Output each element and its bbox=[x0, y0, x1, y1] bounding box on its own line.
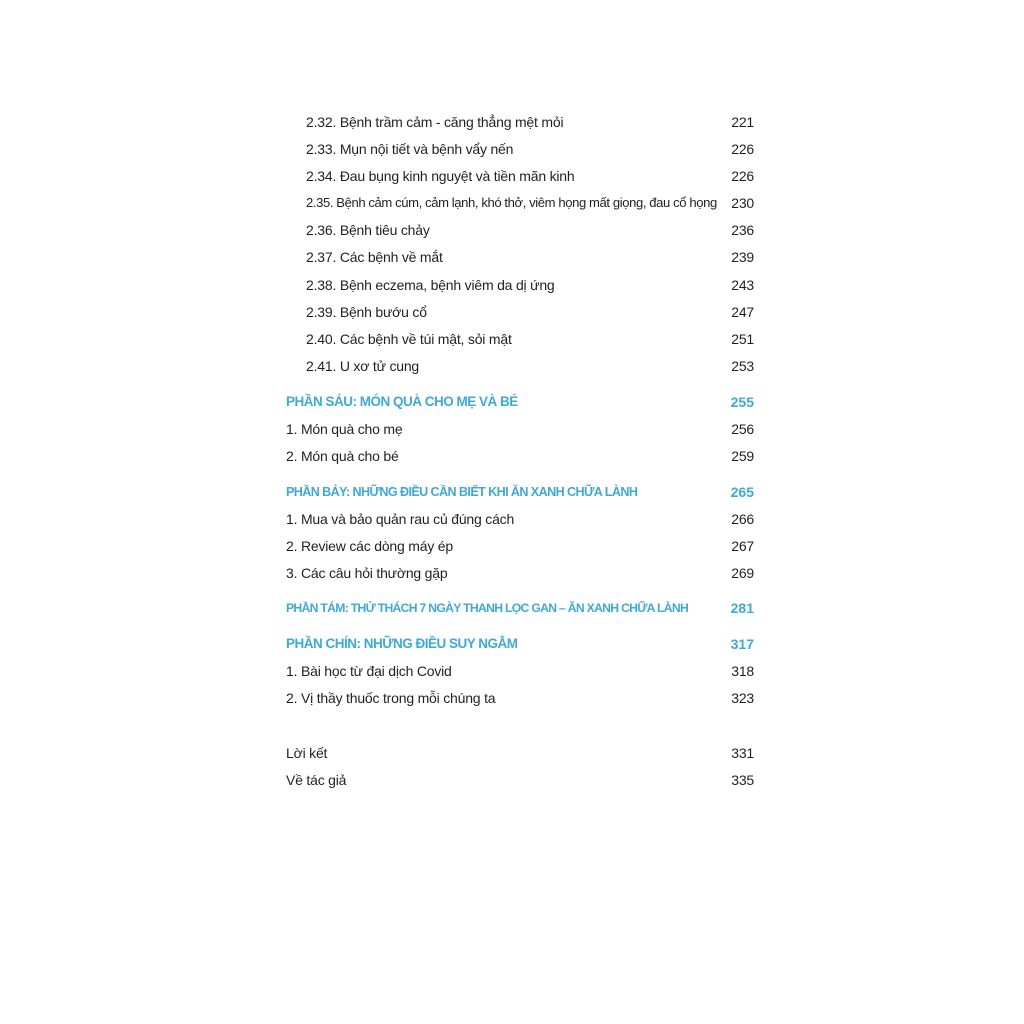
toc-entry bbox=[286, 111, 754, 133]
toc-entry-label: 1. Bài học từ đại dịch Covid bbox=[286, 663, 452, 679]
toc-entry-page: 230 bbox=[731, 195, 754, 211]
toc-entry bbox=[286, 742, 754, 764]
toc-section-label: PHẦN CHÍN: NHỮNG ĐIỀU SUY NGẪM bbox=[286, 636, 518, 651]
toc-entry bbox=[286, 138, 754, 160]
toc-entry-label: Lời kết bbox=[286, 745, 328, 761]
toc-entry-label: 2. Món quà cho bé bbox=[286, 448, 399, 464]
toc-entry bbox=[286, 769, 754, 791]
toc-section-page: 255 bbox=[730, 394, 754, 410]
toc-entry-page: 239 bbox=[731, 249, 754, 265]
toc-entry bbox=[286, 274, 754, 296]
toc-entry-label: 3. Các câu hỏi thường gặp bbox=[286, 565, 448, 581]
toc-entry-label: 1. Món quà cho mẹ bbox=[286, 421, 403, 437]
toc-entry-label: 2.40. Các bệnh về túi mật, sỏi mật bbox=[306, 331, 512, 347]
toc-entry-label: 2.33. Mụn nội tiết và bệnh vẩy nến bbox=[306, 141, 514, 157]
toc-entry-label: 2.37. Các bệnh về mắt bbox=[306, 249, 443, 265]
toc-section-label: PHẦN TÁM: THỬ THÁCH 7 NGÀY THANH LỌC GAN – ĂN XANH CHỮA LÀNH bbox=[286, 601, 689, 615]
toc-entry-page: 259 bbox=[731, 448, 754, 464]
toc-entry-page: 331 bbox=[731, 745, 754, 761]
toc-entry-page: 335 bbox=[731, 772, 754, 788]
toc-entry-label: 2.32. Bệnh trầm cảm - căng thẳng mệt mỏi bbox=[306, 114, 564, 130]
toc-entry-label: 2. Review các dòng máy ép bbox=[286, 538, 453, 554]
toc-section-heading bbox=[286, 391, 754, 413]
toc-entry-page: 221 bbox=[731, 114, 754, 130]
toc-entry-page: 236 bbox=[731, 222, 754, 238]
toc-entry-label: 1. Mua và bảo quản rau củ đúng cách bbox=[286, 511, 515, 527]
toc-entry-label: 2.36. Bệnh tiêu chảy bbox=[306, 222, 430, 238]
toc-entry bbox=[286, 535, 754, 557]
toc-entry-page: 318 bbox=[731, 663, 754, 679]
toc-section-heading bbox=[286, 597, 754, 619]
toc-entry-label: 2.39. Bệnh bướu cổ bbox=[306, 304, 427, 320]
toc-section-heading bbox=[286, 481, 754, 503]
toc-entry-label: 2.41. U xơ tử cung bbox=[306, 358, 420, 374]
toc-entry-page: 243 bbox=[731, 277, 754, 293]
toc-entry bbox=[286, 165, 754, 187]
toc-entry bbox=[286, 301, 754, 323]
toc-entry-label: Về tác giả bbox=[286, 772, 347, 788]
toc-entry-page: 323 bbox=[731, 690, 754, 706]
toc-entry bbox=[286, 687, 754, 709]
toc-entry-page: 269 bbox=[731, 565, 754, 581]
toc-entry-page: 256 bbox=[731, 421, 754, 437]
toc-entry bbox=[286, 445, 754, 467]
toc-entry-page: 247 bbox=[731, 304, 754, 320]
toc-entry bbox=[286, 246, 754, 268]
toc-entry-page: 266 bbox=[731, 511, 754, 527]
toc-section-page: 281 bbox=[730, 600, 754, 616]
toc-entry bbox=[286, 355, 754, 377]
toc-section-label: PHẦN SÁU: MÓN QUÀ CHO MẸ VÀ BÉ bbox=[286, 394, 518, 409]
toc-section-page: 265 bbox=[730, 484, 754, 500]
toc-entry-label: 2. Vị thầy thuốc trong mỗi chúng ta bbox=[286, 690, 496, 706]
toc-entry bbox=[286, 660, 754, 682]
toc-entry-label: 2.35. Bệnh cảm cúm, cảm lạnh, khó thở, viêm họng mất giọng, đau cổ họng bbox=[306, 195, 717, 210]
toc-entry bbox=[286, 192, 754, 214]
toc-section-page: 317 bbox=[730, 636, 754, 652]
toc-entry-page: 226 bbox=[731, 168, 754, 184]
toc-entry-page: 226 bbox=[731, 141, 754, 157]
toc-entry bbox=[286, 219, 754, 241]
toc-entry-label: 2.38. Bệnh eczema, bệnh viêm da dị ứng bbox=[306, 277, 555, 293]
toc-entry-label: 2.34. Đau bụng kinh nguyệt và tiền mãn kinh bbox=[306, 168, 575, 184]
toc-entry bbox=[286, 418, 754, 440]
toc-section-heading bbox=[286, 633, 754, 655]
toc-entry-page: 253 bbox=[731, 358, 754, 374]
toc-entry-page: 267 bbox=[731, 538, 754, 554]
toc-section-label: PHẦN BẢY: NHỮNG ĐIỀU CẦN BIẾT KHI ĂN XANH CHỮA LÀNH bbox=[286, 485, 638, 499]
toc-entry bbox=[286, 328, 754, 350]
toc-entry bbox=[286, 562, 754, 584]
toc-entry-page: 251 bbox=[731, 331, 754, 347]
toc-entry bbox=[286, 508, 754, 530]
